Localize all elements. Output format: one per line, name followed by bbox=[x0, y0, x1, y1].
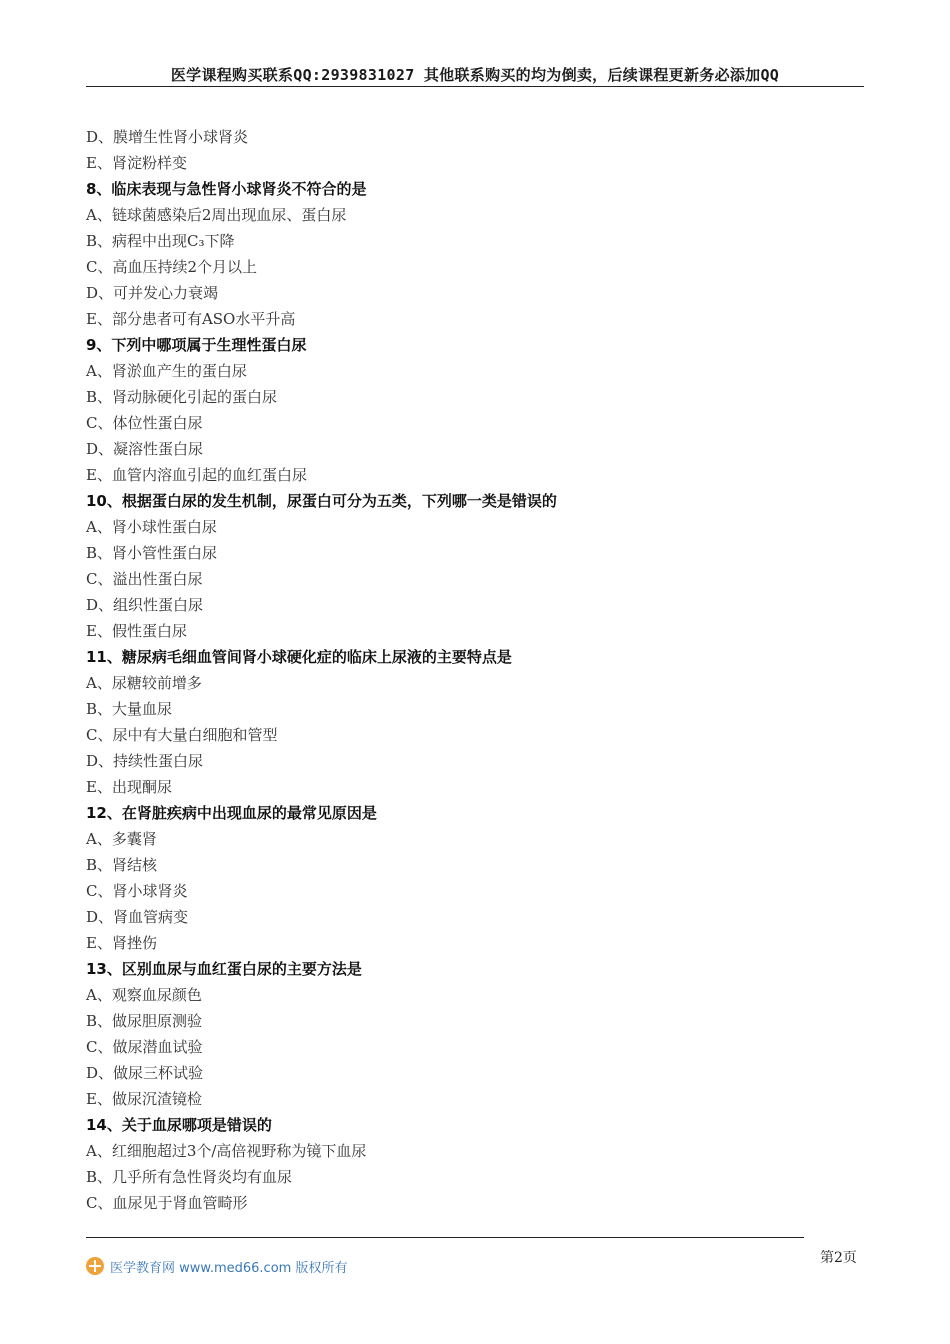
answer-option: D、持续性蛋白尿 bbox=[86, 752, 204, 770]
med66-logo-icon bbox=[86, 1257, 104, 1275]
answer-option: B、肾结核 bbox=[86, 856, 158, 874]
answer-option: A、红细胞超过3个/高倍视野称为镜下血尿 bbox=[86, 1142, 367, 1160]
answer-option: B、肾动脉硬化引起的蛋白尿 bbox=[86, 388, 278, 406]
answer-option: C、高血压持续2个月以上 bbox=[86, 258, 258, 276]
question-stem: 11、糖尿病毛细血管间肾小球硬化症的临床上尿液的主要特点是 bbox=[86, 648, 512, 666]
answer-option: E、出现酮尿 bbox=[86, 778, 172, 796]
footer-brand bbox=[86, 1256, 347, 1276]
answer-option: A、链球菌感染后2周出现血尿、蛋白尿 bbox=[86, 206, 347, 224]
footer-divider bbox=[86, 1237, 804, 1238]
answer-option: E、肾挫伤 bbox=[86, 934, 157, 952]
footer-brand-text: 医学教育网 www.med66.com 版权所有 bbox=[110, 1260, 348, 1276]
question-stem: 9、下列中哪项属于生理性蛋白尿 bbox=[86, 336, 307, 354]
question-list bbox=[86, 124, 866, 1216]
answer-option: D、凝溶性蛋白尿 bbox=[86, 440, 204, 458]
header-divider bbox=[86, 86, 864, 87]
answer-option: C、尿中有大量白细胞和管型 bbox=[86, 726, 278, 744]
answer-option: C、肾小球肾炎 bbox=[86, 882, 188, 900]
answer-option: C、溢出性蛋白尿 bbox=[86, 570, 203, 588]
question-stem: 8、临床表现与急性肾小球肾炎不符合的是 bbox=[86, 180, 367, 198]
question-stem: 12、在肾脏疾病中出现血尿的最常见原因是 bbox=[86, 804, 377, 822]
answer-option: B、几乎所有急性肾炎均有血尿 bbox=[86, 1168, 293, 1186]
answer-option: E、假性蛋白尿 bbox=[86, 622, 187, 640]
answer-option: C、做尿潜血试验 bbox=[86, 1038, 203, 1056]
answer-option: B、肾小管性蛋白尿 bbox=[86, 544, 218, 562]
answer-option: D、肾血管病变 bbox=[86, 908, 189, 926]
answer-option: A、观察血尿颜色 bbox=[86, 986, 202, 1004]
question-stem: 10、根据蛋白尿的发生机制，尿蛋白可分为五类，下列哪一类是错误的 bbox=[86, 492, 557, 510]
answer-option: A、多囊肾 bbox=[86, 830, 157, 848]
answer-option: A、尿糖较前增多 bbox=[86, 674, 202, 692]
answer-option: A、肾淤血产生的蛋白尿 bbox=[86, 362, 247, 380]
answer-option: D、可并发心力衰竭 bbox=[86, 284, 219, 302]
answer-option: E、做尿沉渣镜检 bbox=[86, 1090, 202, 1108]
page-header: 医学课程购买联系QQ:2939831027 其他联系购买的均为倒卖，后续课程更新务必添加QQ bbox=[170, 66, 780, 84]
question-stem: 13、区别血尿与血红蛋白尿的主要方法是 bbox=[86, 960, 362, 978]
answer-option: B、病程中出现C₃下降 bbox=[86, 232, 235, 250]
answer-option: D、做尿三杯试验 bbox=[86, 1064, 204, 1082]
answer-option: E、部分患者可有ASO水平升高 bbox=[86, 310, 296, 328]
answer-option: E、血管内溶血引起的血红蛋白尿 bbox=[86, 466, 307, 484]
answer-option: D、膜增生性肾小球肾炎 bbox=[86, 128, 249, 146]
answer-option: C、体位性蛋白尿 bbox=[86, 414, 203, 432]
question-stem: 14、关于血尿哪项是错误的 bbox=[86, 1116, 272, 1134]
answer-option: E、肾淀粉样变 bbox=[86, 154, 187, 172]
answer-option: D、组织性蛋白尿 bbox=[86, 596, 204, 614]
answer-option: B、做尿胆原测验 bbox=[86, 1012, 203, 1030]
answer-option: B、大量血尿 bbox=[86, 700, 173, 718]
answer-option: A、肾小球性蛋白尿 bbox=[86, 518, 217, 536]
answer-option: C、血尿见于肾血管畸形 bbox=[86, 1194, 248, 1212]
page-number: 第2页 bbox=[820, 1250, 857, 1266]
